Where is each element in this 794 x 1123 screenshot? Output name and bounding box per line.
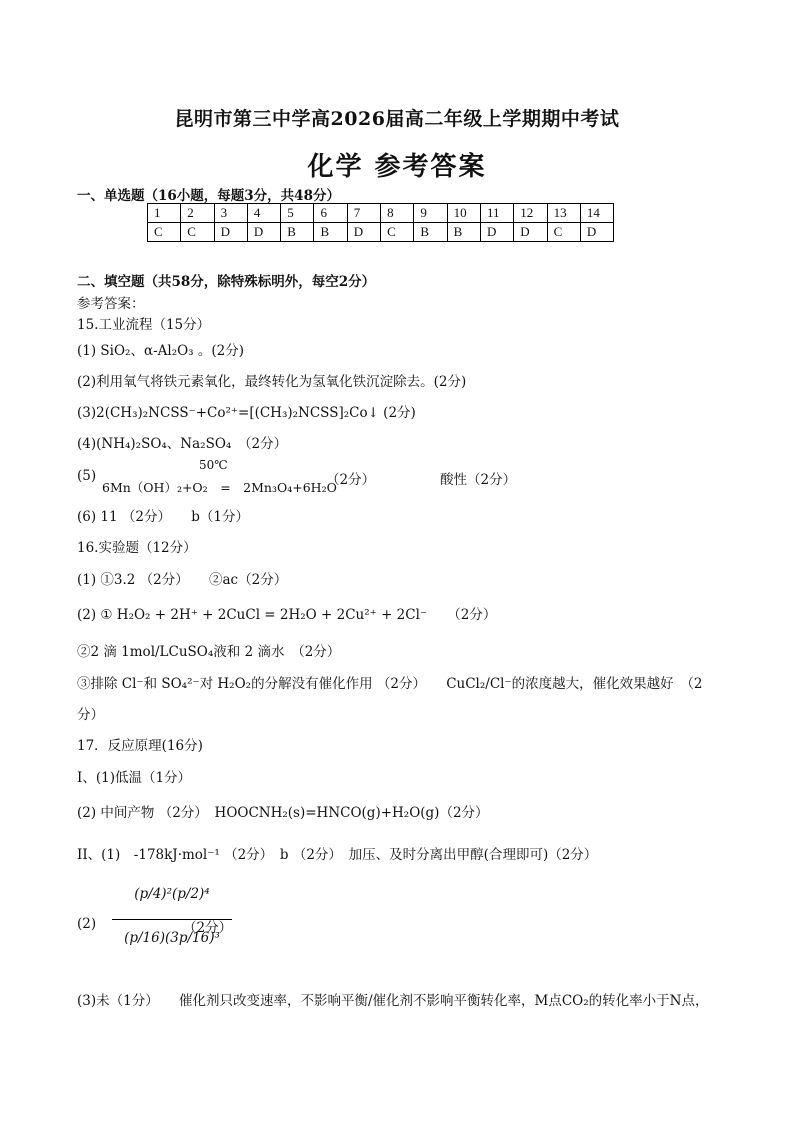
question-number-cell: 10 [447, 204, 480, 223]
exam-title: 昆明市第三中学高2026届高二年级上学期期中考试 [174, 108, 620, 130]
answer-table [147, 203, 614, 242]
q15-answer-5-equation: 6Mn（OH）₂+O₂ = 2Mn₃O₄+6H₂O [102, 480, 337, 495]
answer-cell: D [580, 223, 613, 242]
q15-answer-1: (1) SiO₂、α-Al₂O₃ 。(2分) [77, 343, 245, 359]
answer-table-number-row [148, 204, 614, 223]
q15-title: 15.工业流程（15分） [77, 317, 211, 333]
q17-ii-3: (3)未（1分） 催化剂只改变速率，不影响平衡/催化剂不影响平衡转化率，M点CO₂的转化率小于N点， [77, 993, 709, 1009]
answer-cell: D [347, 223, 380, 242]
reference-label: 参考答案： [77, 296, 145, 312]
question-number-cell: 14 [580, 204, 613, 223]
answer-table-answer-row [148, 223, 614, 242]
question-number-cell: 7 [347, 204, 380, 223]
q16-answer-2c-continued: 分） [77, 707, 104, 723]
q15-answer-2: (2)利用氧气将铁元素氧化，最终转化为氢氧化铁沉淀除去。(2分) [77, 374, 467, 390]
answer-cell: C [148, 223, 181, 242]
question-number-cell: 12 [514, 204, 547, 223]
answer-cell: B [414, 223, 447, 242]
q15-answer-6: (6) 11 （2分） b（1分） [77, 509, 249, 525]
q15-answer-4: (4)(NH₄)₂SO₄、Na₂SO₄ （2分） [77, 436, 288, 452]
q17-i-2: (2) 中间产物 （2分） HOOCNH₂(s)=HNCO(g)+H₂O(g)（2分） [77, 805, 489, 821]
question-number-cell: 11 [480, 204, 513, 223]
q17-ii-2-label: (2) [77, 916, 97, 932]
q17-ii-2-score: （2分） [183, 920, 233, 936]
q16-answer-2b: ②2 滴 1mol/LCuSO₄液和 2 滴水 （2分） [77, 644, 341, 660]
q15-answer-3: (3)2(CH₃)₂NCSS⁻+Co²⁺=[(CH₃)₂NCSS]₂Co↓ (2分) [77, 405, 416, 421]
q16-answer-2: (2) ① H₂O₂ + 2H⁺ + 2CuCl = 2H₂O + 2Cu²⁺ + 2Cl⁻ （2分） [77, 607, 497, 623]
q17-ii-1: II、(1) -178kJ·mol⁻¹ （2分） b （2分） 加压、及时分离出甲醇(合理即可)（2分） [77, 847, 598, 863]
answer-cell: C [181, 223, 214, 242]
section2-heading: 二、填空题（共58分，除特殊标明外，每空2分） [77, 274, 376, 290]
answer-cell: C [547, 223, 580, 242]
question-number-cell: 8 [381, 204, 414, 223]
question-number-cell: 13 [547, 204, 580, 223]
question-number-cell: 5 [281, 204, 314, 223]
question-number-cell: 3 [214, 204, 247, 223]
question-number-cell: 1 [148, 204, 181, 223]
question-number-cell: 2 [181, 204, 214, 223]
q16-answer-1: (1) ①3.2 （2分） ②ac（2分） [77, 572, 288, 588]
section1-heading: 一、单选题（16小题，每题3分，共48分） [77, 188, 340, 204]
answer-cell: D [214, 223, 247, 242]
question-number-cell: 9 [414, 204, 447, 223]
q15-answer-5-b: 酸性（2分） [440, 472, 517, 488]
answer-cell: B [447, 223, 480, 242]
q17-i-1: I、(1)低温（1分） [77, 770, 192, 786]
answer-cell: D [480, 223, 513, 242]
kp-denominator: (p/16)(3p/16)³ [124, 930, 220, 946]
q15-answer-5-score: （2分） [326, 472, 376, 488]
q16-title: 16.实验题（12分） [77, 540, 197, 556]
q15-answer-5-label: (5) [77, 468, 97, 484]
page-subtitle: 化学 参考答案 [307, 152, 487, 182]
answer-cell: D [514, 223, 547, 242]
answer-cell: B [281, 223, 314, 242]
q15-answer-5-condition: 50℃ [199, 458, 228, 472]
answer-cell: D [247, 223, 280, 242]
q17-title: 17．反应原理(16分) [77, 738, 203, 754]
answer-cell: C [381, 223, 414, 242]
question-number-cell: 6 [314, 204, 347, 223]
question-number-cell: 4 [247, 204, 280, 223]
answer-cell: B [314, 223, 347, 242]
q16-answer-2c: ③排除 Cl⁻和 SO₄²⁻对 H₂O₂的分解没有催化作用 （2分） CuCl₂/Cl⁻的浓度越大，催化效果越好 （2 [77, 676, 703, 692]
kp-numerator: (p/4)²(p/2)⁴ [134, 886, 210, 902]
